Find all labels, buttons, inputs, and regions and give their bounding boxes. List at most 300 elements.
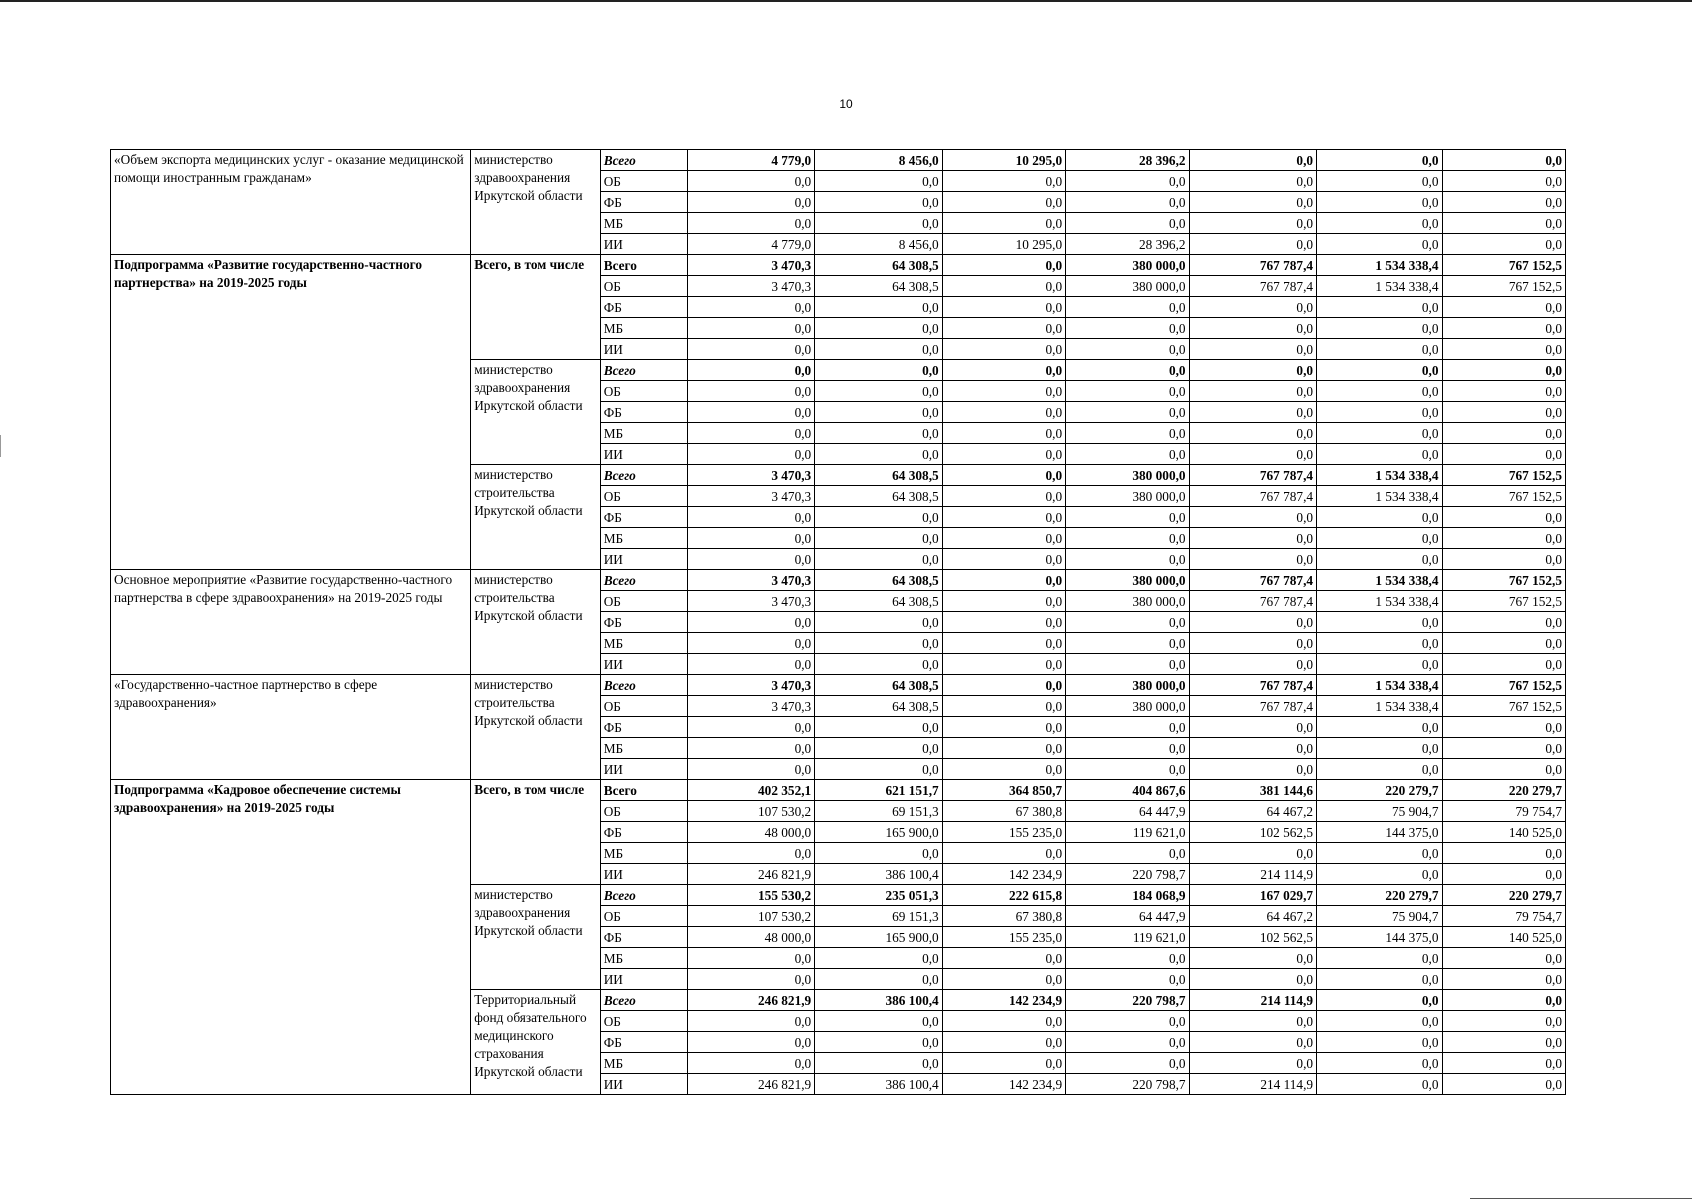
amount-cell: 0,0 [1066, 213, 1189, 234]
amount-cell: 767 152,5 [1442, 591, 1566, 612]
amount-cell: 0,0 [1442, 612, 1566, 633]
funding-source-cell: Всего [600, 885, 687, 906]
amount-cell: 0,0 [1442, 738, 1566, 759]
amount-cell: 28 396,2 [1066, 150, 1189, 171]
amount-cell: 1 534 338,4 [1317, 591, 1442, 612]
amount-cell: 0,0 [1317, 528, 1442, 549]
amount-cell: 167 029,7 [1189, 885, 1316, 906]
amount-cell: 64 308,5 [815, 591, 942, 612]
amount-cell: 0,0 [1317, 654, 1442, 675]
amount-cell: 0,0 [942, 1032, 1065, 1053]
amount-cell: 0,0 [1442, 948, 1566, 969]
amount-cell: 386 100,4 [815, 990, 942, 1011]
amount-cell: 0,0 [1189, 738, 1316, 759]
amount-cell: 0,0 [687, 1053, 814, 1074]
amount-cell: 119 621,0 [1066, 927, 1189, 948]
amount-cell: 0,0 [687, 444, 814, 465]
amount-cell: 0,0 [1189, 612, 1316, 633]
amount-cell: 8 456,0 [815, 150, 942, 171]
amount-cell: 0,0 [1066, 318, 1189, 339]
amount-cell: 142 234,9 [942, 990, 1065, 1011]
amount-cell: 0,0 [1066, 1011, 1189, 1032]
amount-cell: 0,0 [815, 171, 942, 192]
amount-cell: 0,0 [687, 633, 814, 654]
amount-cell: 0,0 [1442, 759, 1566, 780]
amount-cell: 155 530,2 [687, 885, 814, 906]
amount-cell: 0,0 [942, 549, 1065, 570]
amount-cell: 0,0 [942, 255, 1065, 276]
amount-cell: 0,0 [1189, 843, 1316, 864]
amount-cell: 165 900,0 [815, 927, 942, 948]
amount-cell: 0,0 [942, 738, 1065, 759]
activity-name-cell: Подпрограмма «Развитие государственно-частного партнерства» на 2019-2025 годы [111, 255, 471, 570]
amount-cell: 0,0 [815, 213, 942, 234]
amount-cell: 3 470,3 [687, 570, 814, 591]
amount-cell: 64 447,9 [1066, 906, 1189, 927]
amount-cell: 144 375,0 [1317, 927, 1442, 948]
table-row [111, 570, 1566, 591]
amount-cell: 0,0 [1189, 528, 1316, 549]
activity-name-cell: «Объем экспорта медицинских услуг - оказание медицинской помощи иностранным гражданам» [111, 150, 471, 255]
executor-cell: министерство строительства Иркутской области [471, 570, 601, 675]
funding-source-cell: ОБ [600, 801, 687, 822]
amount-cell: 0,0 [942, 192, 1065, 213]
amount-cell: 0,0 [1442, 444, 1566, 465]
amount-cell: 0,0 [942, 276, 1065, 297]
amount-cell: 220 279,7 [1442, 885, 1566, 906]
amount-cell: 767 152,5 [1442, 675, 1566, 696]
amount-cell: 381 144,6 [1189, 780, 1316, 801]
amount-cell: 0,0 [1317, 1074, 1442, 1095]
amount-cell: 0,0 [1189, 717, 1316, 738]
amount-cell: 386 100,4 [815, 1074, 942, 1095]
funding-source-cell: ИИ [600, 339, 687, 360]
amount-cell: 0,0 [1442, 318, 1566, 339]
amount-cell: 0,0 [1066, 339, 1189, 360]
funding-source-cell: МБ [600, 528, 687, 549]
funding-source-cell: ОБ [600, 1011, 687, 1032]
amount-cell: 0,0 [687, 171, 814, 192]
amount-cell: 0,0 [687, 213, 814, 234]
amount-cell: 0,0 [687, 549, 814, 570]
amount-cell: 246 821,9 [687, 864, 814, 885]
amount-cell: 0,0 [1066, 192, 1189, 213]
funding-source-cell: ФБ [600, 612, 687, 633]
amount-cell: 0,0 [1442, 150, 1566, 171]
amount-cell: 0,0 [1442, 654, 1566, 675]
amount-cell: 0,0 [942, 696, 1065, 717]
funding-source-cell: ОБ [600, 591, 687, 612]
amount-cell: 0,0 [687, 969, 814, 990]
amount-cell: 0,0 [1317, 402, 1442, 423]
amount-cell: 3 470,3 [687, 591, 814, 612]
amount-cell: 0,0 [815, 1053, 942, 1074]
amount-cell: 0,0 [1442, 381, 1566, 402]
amount-cell: 0,0 [1317, 1053, 1442, 1074]
amount-cell: 64 308,5 [815, 570, 942, 591]
amount-cell: 0,0 [815, 507, 942, 528]
funding-source-cell: ОБ [600, 381, 687, 402]
amount-cell: 767 787,4 [1189, 465, 1316, 486]
amount-cell: 0,0 [1317, 549, 1442, 570]
amount-cell: 380 000,0 [1066, 465, 1189, 486]
amount-cell: 0,0 [1066, 444, 1189, 465]
amount-cell: 0,0 [1317, 843, 1442, 864]
amount-cell: 0,0 [942, 948, 1065, 969]
amount-cell: 0,0 [1066, 843, 1189, 864]
amount-cell: 0,0 [942, 486, 1065, 507]
amount-cell: 0,0 [1066, 402, 1189, 423]
amount-cell: 4 779,0 [687, 150, 814, 171]
amount-cell: 69 151,3 [815, 906, 942, 927]
amount-cell: 0,0 [1066, 507, 1189, 528]
executor-cell: министерство здравоохранения Иркутской области [471, 885, 601, 990]
amount-cell: 767 152,5 [1442, 255, 1566, 276]
funding-source-cell: МБ [600, 213, 687, 234]
amount-cell: 0,0 [1442, 528, 1566, 549]
amount-cell: 0,0 [687, 738, 814, 759]
amount-cell: 155 235,0 [942, 822, 1065, 843]
amount-cell: 0,0 [942, 570, 1065, 591]
funding-source-cell: ОБ [600, 486, 687, 507]
amount-cell: 0,0 [687, 759, 814, 780]
amount-cell: 0,0 [1066, 171, 1189, 192]
amount-cell: 1 534 338,4 [1317, 465, 1442, 486]
amount-cell: 0,0 [687, 528, 814, 549]
amount-cell: 102 562,5 [1189, 927, 1316, 948]
amount-cell: 0,0 [1066, 717, 1189, 738]
funding-source-cell: Всего [600, 990, 687, 1011]
amount-cell: 0,0 [1442, 864, 1566, 885]
funding-source-cell: ИИ [600, 759, 687, 780]
amount-cell: 0,0 [1189, 234, 1316, 255]
amount-cell: 64 467,2 [1189, 801, 1316, 822]
amount-cell: 0,0 [1189, 318, 1316, 339]
amount-cell: 0,0 [1442, 990, 1566, 1011]
amount-cell: 0,0 [942, 213, 1065, 234]
funding-source-cell: ФБ [600, 822, 687, 843]
amount-cell: 767 152,5 [1442, 696, 1566, 717]
amount-cell: 0,0 [815, 1011, 942, 1032]
amount-cell: 0,0 [687, 654, 814, 675]
executor-cell: Всего, в том числе [471, 255, 601, 360]
amount-cell: 402 352,1 [687, 780, 814, 801]
amount-cell: 0,0 [1317, 738, 1442, 759]
executor-cell: Территориальный фонд обязательного медицинского страхования Иркутской области [471, 990, 601, 1095]
amount-cell: 64 308,5 [815, 696, 942, 717]
amount-cell: 0,0 [687, 297, 814, 318]
amount-cell: 767 787,4 [1189, 591, 1316, 612]
funding-source-cell: ОБ [600, 171, 687, 192]
amount-cell: 0,0 [815, 423, 942, 444]
funding-source-cell: ФБ [600, 1032, 687, 1053]
amount-cell: 220 279,7 [1442, 780, 1566, 801]
amount-cell: 0,0 [942, 843, 1065, 864]
funding-source-cell: МБ [600, 738, 687, 759]
amount-cell: 0,0 [942, 591, 1065, 612]
amount-cell: 767 787,4 [1189, 486, 1316, 507]
amount-cell: 0,0 [942, 465, 1065, 486]
amount-cell: 0,0 [942, 654, 1065, 675]
amount-cell: 64 308,5 [815, 675, 942, 696]
amount-cell: 1 534 338,4 [1317, 570, 1442, 591]
amount-cell: 0,0 [815, 738, 942, 759]
funding-source-cell: МБ [600, 633, 687, 654]
amount-cell: 3 470,3 [687, 276, 814, 297]
amount-cell: 0,0 [1066, 381, 1189, 402]
amount-cell: 64 308,5 [815, 486, 942, 507]
amount-cell: 380 000,0 [1066, 486, 1189, 507]
amount-cell: 0,0 [942, 360, 1065, 381]
amount-cell: 10 295,0 [942, 234, 1065, 255]
amount-cell: 0,0 [1442, 507, 1566, 528]
amount-cell: 0,0 [687, 507, 814, 528]
funding-source-cell: Всего [600, 150, 687, 171]
executor-cell: министерство здравоохранения Иркутской области [471, 360, 601, 465]
page-number: 10 [839, 97, 853, 111]
amount-cell: 10 295,0 [942, 150, 1065, 171]
funding-source-cell: ОБ [600, 906, 687, 927]
amount-cell: 220 279,7 [1317, 885, 1442, 906]
amount-cell: 0,0 [942, 717, 1065, 738]
amount-cell: 222 615,8 [942, 885, 1065, 906]
amount-cell: 75 904,7 [1317, 906, 1442, 927]
amount-cell: 0,0 [1317, 339, 1442, 360]
amount-cell: 0,0 [687, 339, 814, 360]
amount-cell: 0,0 [942, 1011, 1065, 1032]
amount-cell: 107 530,2 [687, 801, 814, 822]
amount-cell: 767 787,4 [1189, 696, 1316, 717]
amount-cell: 0,0 [1317, 864, 1442, 885]
amount-cell: 0,0 [1189, 360, 1316, 381]
amount-cell: 0,0 [1066, 654, 1189, 675]
scan-margin-mark [0, 435, 1, 457]
amount-cell: 0,0 [1442, 360, 1566, 381]
funding-source-cell: Всего [600, 780, 687, 801]
amount-cell: 364 850,7 [942, 780, 1065, 801]
amount-cell: 0,0 [1317, 297, 1442, 318]
amount-cell: 767 787,4 [1189, 276, 1316, 297]
amount-cell: 0,0 [1066, 297, 1189, 318]
amount-cell: 1 534 338,4 [1317, 696, 1442, 717]
amount-cell: 0,0 [815, 969, 942, 990]
amount-cell: 0,0 [1189, 654, 1316, 675]
amount-cell: 0,0 [1317, 171, 1442, 192]
funding-source-cell: МБ [600, 423, 687, 444]
amount-cell: 64 308,5 [815, 276, 942, 297]
funding-source-cell: ФБ [600, 192, 687, 213]
amount-cell: 184 068,9 [1066, 885, 1189, 906]
amount-cell: 0,0 [1317, 213, 1442, 234]
amount-cell: 0,0 [1189, 948, 1316, 969]
amount-cell: 0,0 [1317, 444, 1442, 465]
executor-cell: министерство строительства Иркутской области [471, 465, 601, 570]
amount-cell: 0,0 [1066, 1032, 1189, 1053]
amount-cell: 246 821,9 [687, 990, 814, 1011]
amount-cell: 0,0 [1317, 360, 1442, 381]
amount-cell: 64 467,2 [1189, 906, 1316, 927]
amount-cell: 0,0 [815, 360, 942, 381]
amount-cell: 0,0 [1442, 423, 1566, 444]
amount-cell: 0,0 [1189, 633, 1316, 654]
amount-cell: 0,0 [687, 717, 814, 738]
amount-cell: 220 798,7 [1066, 864, 1189, 885]
amount-cell: 165 900,0 [815, 822, 942, 843]
amount-cell: 0,0 [815, 654, 942, 675]
amount-cell: 380 000,0 [1066, 570, 1189, 591]
amount-cell: 0,0 [1442, 549, 1566, 570]
amount-cell: 0,0 [942, 318, 1065, 339]
amount-cell: 0,0 [1189, 759, 1316, 780]
amount-cell: 0,0 [815, 549, 942, 570]
amount-cell: 64 308,5 [815, 465, 942, 486]
amount-cell: 0,0 [687, 1032, 814, 1053]
amount-cell: 8 456,0 [815, 234, 942, 255]
amount-cell: 0,0 [687, 843, 814, 864]
amount-cell: 28 396,2 [1066, 234, 1189, 255]
funding-source-cell: ФБ [600, 402, 687, 423]
amount-cell: 0,0 [815, 612, 942, 633]
amount-cell: 0,0 [1189, 549, 1316, 570]
amount-cell: 0,0 [1189, 1032, 1316, 1053]
funding-source-cell: Всего [600, 675, 687, 696]
amount-cell: 0,0 [1317, 381, 1442, 402]
amount-cell: 67 380,8 [942, 906, 1065, 927]
funding-source-cell: ОБ [600, 276, 687, 297]
amount-cell: 0,0 [815, 528, 942, 549]
amount-cell: 0,0 [1189, 171, 1316, 192]
amount-cell: 0,0 [1189, 192, 1316, 213]
amount-cell: 0,0 [1189, 297, 1316, 318]
amount-cell: 3 470,3 [687, 255, 814, 276]
amount-cell: 1 534 338,4 [1317, 675, 1442, 696]
amount-cell: 0,0 [1442, 339, 1566, 360]
amount-cell: 119 621,0 [1066, 822, 1189, 843]
funding-source-cell: МБ [600, 948, 687, 969]
amount-cell: 767 152,5 [1442, 570, 1566, 591]
amount-cell: 0,0 [1189, 402, 1316, 423]
amount-cell: 0,0 [942, 297, 1065, 318]
amount-cell: 79 754,7 [1442, 801, 1566, 822]
table-row [111, 150, 1566, 171]
amount-cell: 48 000,0 [687, 822, 814, 843]
funding-source-cell: ОБ [600, 696, 687, 717]
amount-cell: 0,0 [1317, 192, 1442, 213]
funding-source-cell: ФБ [600, 297, 687, 318]
amount-cell: 0,0 [815, 339, 942, 360]
amount-cell: 214 114,9 [1189, 990, 1316, 1011]
amount-cell: 0,0 [815, 381, 942, 402]
amount-cell: 0,0 [1317, 150, 1442, 171]
amount-cell: 0,0 [1066, 948, 1189, 969]
amount-cell: 0,0 [942, 444, 1065, 465]
amount-cell: 621 151,7 [815, 780, 942, 801]
amount-cell: 380 000,0 [1066, 255, 1189, 276]
amount-cell: 64 308,5 [815, 255, 942, 276]
amount-cell: 767 152,5 [1442, 465, 1566, 486]
amount-cell: 4 779,0 [687, 234, 814, 255]
amount-cell: 220 798,7 [1066, 1074, 1189, 1095]
amount-cell: 0,0 [815, 1032, 942, 1053]
amount-cell: 0,0 [815, 843, 942, 864]
amount-cell: 0,0 [1442, 213, 1566, 234]
amount-cell: 220 798,7 [1066, 990, 1189, 1011]
amount-cell: 0,0 [815, 633, 942, 654]
amount-cell: 1 534 338,4 [1317, 255, 1442, 276]
amount-cell: 380 000,0 [1066, 675, 1189, 696]
table-row [111, 780, 1566, 801]
amount-cell: 69 151,3 [815, 801, 942, 822]
amount-cell: 0,0 [1442, 633, 1566, 654]
table-row [111, 675, 1566, 696]
amount-cell: 142 234,9 [942, 1074, 1065, 1095]
amount-cell: 0,0 [1442, 969, 1566, 990]
top-border-line [0, 0, 1692, 2]
amount-cell: 0,0 [1066, 423, 1189, 444]
amount-cell: 0,0 [1317, 990, 1442, 1011]
amount-cell: 0,0 [1317, 969, 1442, 990]
amount-cell: 0,0 [687, 381, 814, 402]
amount-cell: 0,0 [1189, 507, 1316, 528]
amount-cell: 0,0 [815, 717, 942, 738]
amount-cell: 0,0 [1066, 1053, 1189, 1074]
amount-cell: 0,0 [942, 1053, 1065, 1074]
funding-source-cell: ФБ [600, 927, 687, 948]
amount-cell: 79 754,7 [1442, 906, 1566, 927]
amount-cell: 0,0 [942, 969, 1065, 990]
amount-cell: 380 000,0 [1066, 276, 1189, 297]
amount-cell: 767 787,4 [1189, 675, 1316, 696]
amount-cell: 0,0 [942, 423, 1065, 444]
amount-cell: 0,0 [1317, 507, 1442, 528]
funding-source-cell: Всего [600, 465, 687, 486]
amount-cell: 3 470,3 [687, 675, 814, 696]
amount-cell: 0,0 [815, 444, 942, 465]
amount-cell: 0,0 [1317, 1011, 1442, 1032]
amount-cell: 214 114,9 [1189, 1074, 1316, 1095]
amount-cell: 0,0 [1317, 633, 1442, 654]
amount-cell: 0,0 [1189, 339, 1316, 360]
funding-source-cell: МБ [600, 1053, 687, 1074]
amount-cell: 0,0 [942, 171, 1065, 192]
amount-cell: 1 534 338,4 [1317, 276, 1442, 297]
amount-cell: 155 235,0 [942, 927, 1065, 948]
amount-cell: 0,0 [815, 948, 942, 969]
funding-source-cell: ИИ [600, 654, 687, 675]
funding-source-cell: Всего [600, 360, 687, 381]
amount-cell: 3 470,3 [687, 465, 814, 486]
amount-cell: 0,0 [1442, 297, 1566, 318]
bottom-edge-line [1470, 1198, 1692, 1199]
amount-cell: 75 904,7 [1317, 801, 1442, 822]
amount-cell: 0,0 [1189, 1011, 1316, 1032]
amount-cell: 0,0 [1066, 360, 1189, 381]
amount-cell: 246 821,9 [687, 1074, 814, 1095]
amount-cell: 0,0 [687, 1011, 814, 1032]
amount-cell: 0,0 [687, 318, 814, 339]
amount-cell: 0,0 [1066, 969, 1189, 990]
amount-cell: 767 152,5 [1442, 276, 1566, 297]
amount-cell: 0,0 [687, 612, 814, 633]
amount-cell: 0,0 [815, 318, 942, 339]
amount-cell: 1 534 338,4 [1317, 486, 1442, 507]
amount-cell: 3 470,3 [687, 696, 814, 717]
amount-cell: 767 152,5 [1442, 486, 1566, 507]
amount-cell: 380 000,0 [1066, 696, 1189, 717]
amount-cell: 0,0 [687, 360, 814, 381]
amount-cell: 0,0 [815, 759, 942, 780]
amount-cell: 0,0 [815, 402, 942, 423]
